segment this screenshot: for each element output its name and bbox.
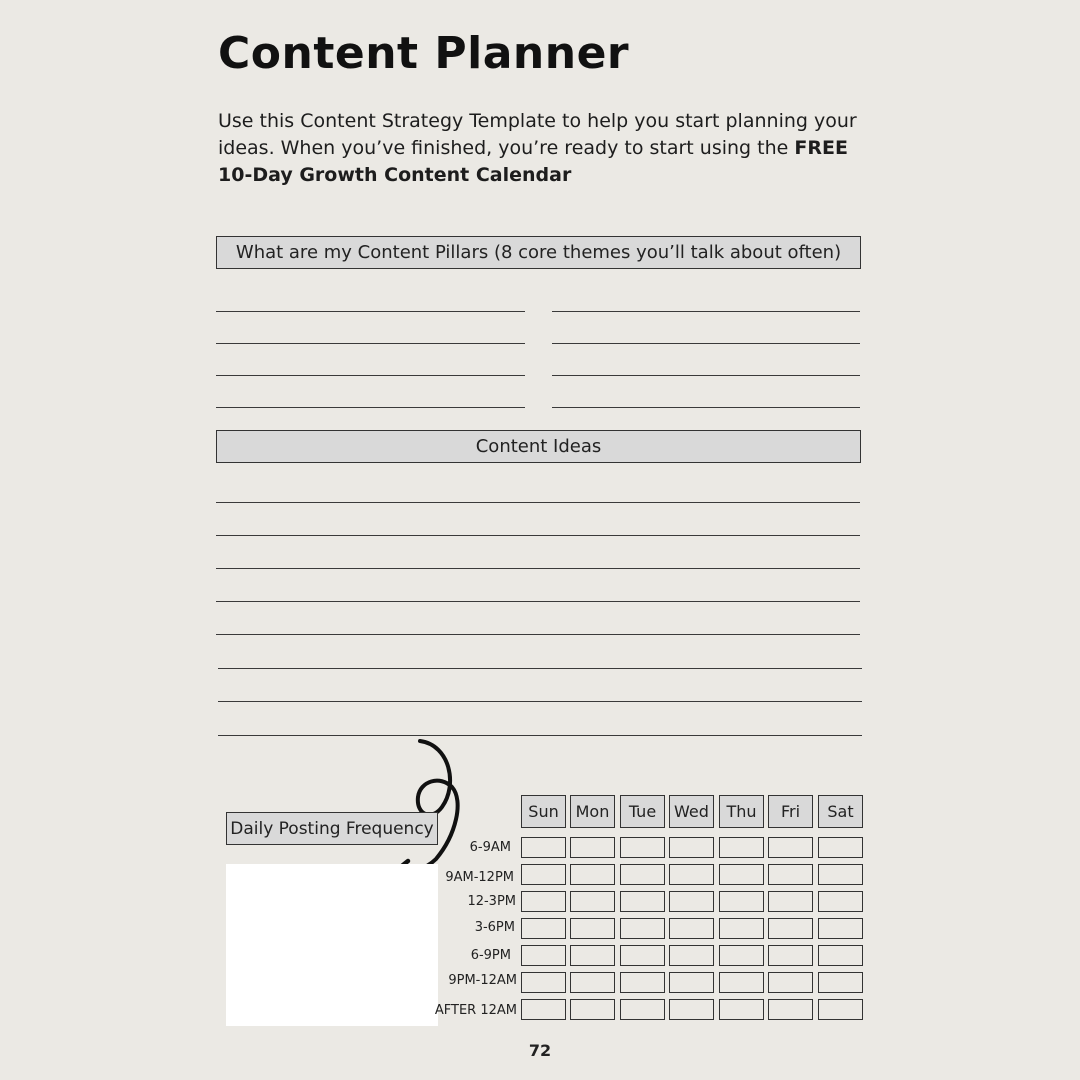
day-header-sun: Sun bbox=[521, 795, 566, 828]
ideas-heading: Content Ideas bbox=[216, 430, 861, 463]
pillars-heading: What are my Content Pillars (8 core themes you’ll talk about often) bbox=[216, 236, 861, 269]
schedule-cell-wed-3[interactable] bbox=[669, 918, 714, 939]
schedule-cell-thu-4[interactable] bbox=[719, 945, 764, 966]
schedule-cell-sat-0[interactable] bbox=[818, 837, 863, 858]
schedule-cell-tue-5[interactable] bbox=[620, 972, 665, 993]
schedule-cell-tue-4[interactable] bbox=[620, 945, 665, 966]
schedule-cell-thu-1[interactable] bbox=[719, 864, 764, 885]
schedule-cell-sat-3[interactable] bbox=[818, 918, 863, 939]
idea-line[interactable] bbox=[218, 668, 862, 669]
schedule-cell-sun-1[interactable] bbox=[521, 864, 566, 885]
schedule-cell-wed-1[interactable] bbox=[669, 864, 714, 885]
schedule-cell-sun-5[interactable] bbox=[521, 972, 566, 993]
pillar-line[interactable] bbox=[552, 343, 860, 344]
schedule-cell-tue-2[interactable] bbox=[620, 891, 665, 912]
pillar-line[interactable] bbox=[552, 407, 860, 408]
schedule-cell-thu-5[interactable] bbox=[719, 972, 764, 993]
schedule-cell-sat-6[interactable] bbox=[818, 999, 863, 1020]
schedule-cell-mon-4[interactable] bbox=[570, 945, 615, 966]
idea-line[interactable] bbox=[216, 502, 860, 503]
schedule-cell-wed-4[interactable] bbox=[669, 945, 714, 966]
schedule-cell-fri-6[interactable] bbox=[768, 999, 813, 1020]
time-slot-label: AFTER 12AM bbox=[434, 1003, 517, 1018]
schedule-cell-fri-1[interactable] bbox=[768, 864, 813, 885]
schedule-cell-fri-3[interactable] bbox=[768, 918, 813, 939]
schedule-cell-sun-6[interactable] bbox=[521, 999, 566, 1020]
posting-frequency-label: Daily Posting Frequency bbox=[226, 812, 438, 845]
time-slot-label: 12-3PM bbox=[467, 894, 516, 909]
schedule-cell-wed-6[interactable] bbox=[669, 999, 714, 1020]
idea-line[interactable] bbox=[218, 735, 862, 736]
schedule-cell-wed-2[interactable] bbox=[669, 891, 714, 912]
schedule-cell-sun-0[interactable] bbox=[521, 837, 566, 858]
pillar-line[interactable] bbox=[216, 311, 525, 312]
time-slot-label: 3-6PM bbox=[474, 920, 515, 935]
schedule-cell-sun-3[interactable] bbox=[521, 918, 566, 939]
time-slot-label: 9PM-12AM bbox=[448, 973, 517, 988]
schedule-cell-fri-4[interactable] bbox=[768, 945, 813, 966]
pillar-line[interactable] bbox=[552, 375, 860, 376]
intro-bold-link: FREE 10-Day Growth Content Calendar bbox=[218, 137, 848, 186]
schedule-cell-mon-3[interactable] bbox=[570, 918, 615, 939]
idea-line[interactable] bbox=[216, 634, 860, 635]
schedule-cell-tue-0[interactable] bbox=[620, 837, 665, 858]
time-slot-label: 6-9PM bbox=[470, 948, 511, 963]
time-slot-label: 9AM-12PM bbox=[445, 870, 514, 885]
schedule-cell-tue-6[interactable] bbox=[620, 999, 665, 1020]
schedule-cell-sat-5[interactable] bbox=[818, 972, 863, 993]
schedule-cell-fri-2[interactable] bbox=[768, 891, 813, 912]
schedule-cell-sat-1[interactable] bbox=[818, 864, 863, 885]
page-number: 72 bbox=[528, 1041, 552, 1060]
schedule-cell-fri-0[interactable] bbox=[768, 837, 813, 858]
pillar-line[interactable] bbox=[552, 311, 860, 312]
schedule-cell-mon-5[interactable] bbox=[570, 972, 615, 993]
intro-paragraph bbox=[218, 108, 868, 189]
schedule-cell-mon-6[interactable] bbox=[570, 999, 615, 1020]
schedule-cell-sun-4[interactable] bbox=[521, 945, 566, 966]
schedule-cell-thu-2[interactable] bbox=[719, 891, 764, 912]
frequency-notes-box[interactable] bbox=[226, 864, 438, 1026]
schedule-cell-sat-4[interactable] bbox=[818, 945, 863, 966]
idea-line[interactable] bbox=[218, 701, 862, 702]
intro-text: Use this Content Strategy Template to help you start planning your ideas. When you’ve finished, you’re ready to start using the bbox=[218, 110, 857, 159]
pillar-line[interactable] bbox=[216, 343, 525, 344]
schedule-cell-thu-3[interactable] bbox=[719, 918, 764, 939]
time-slot-label: 6-9AM bbox=[469, 840, 511, 855]
schedule-cell-mon-2[interactable] bbox=[570, 891, 615, 912]
schedule-cell-wed-5[interactable] bbox=[669, 972, 714, 993]
schedule-cell-mon-1[interactable] bbox=[570, 864, 615, 885]
pillar-line[interactable] bbox=[216, 407, 525, 408]
schedule-cell-fri-5[interactable] bbox=[768, 972, 813, 993]
day-header-tue: Tue bbox=[620, 795, 665, 828]
day-header-thu: Thu bbox=[719, 795, 764, 828]
day-header-sat: Sat bbox=[818, 795, 863, 828]
day-header-wed: Wed bbox=[669, 795, 714, 828]
day-header-mon: Mon bbox=[570, 795, 615, 828]
schedule-cell-tue-3[interactable] bbox=[620, 918, 665, 939]
idea-line[interactable] bbox=[216, 568, 860, 569]
page-title: Content Planner bbox=[218, 28, 630, 79]
schedule-cell-wed-0[interactable] bbox=[669, 837, 714, 858]
pillar-line[interactable] bbox=[216, 375, 525, 376]
day-header-fri: Fri bbox=[768, 795, 813, 828]
schedule-cell-thu-0[interactable] bbox=[719, 837, 764, 858]
idea-line[interactable] bbox=[216, 601, 860, 602]
idea-line[interactable] bbox=[216, 535, 860, 536]
schedule-cell-thu-6[interactable] bbox=[719, 999, 764, 1020]
schedule-cell-sat-2[interactable] bbox=[818, 891, 863, 912]
schedule-cell-sun-2[interactable] bbox=[521, 891, 566, 912]
schedule-cell-tue-1[interactable] bbox=[620, 864, 665, 885]
schedule-cell-mon-0[interactable] bbox=[570, 837, 615, 858]
hand-drawn-arrow-icon bbox=[380, 735, 475, 885]
